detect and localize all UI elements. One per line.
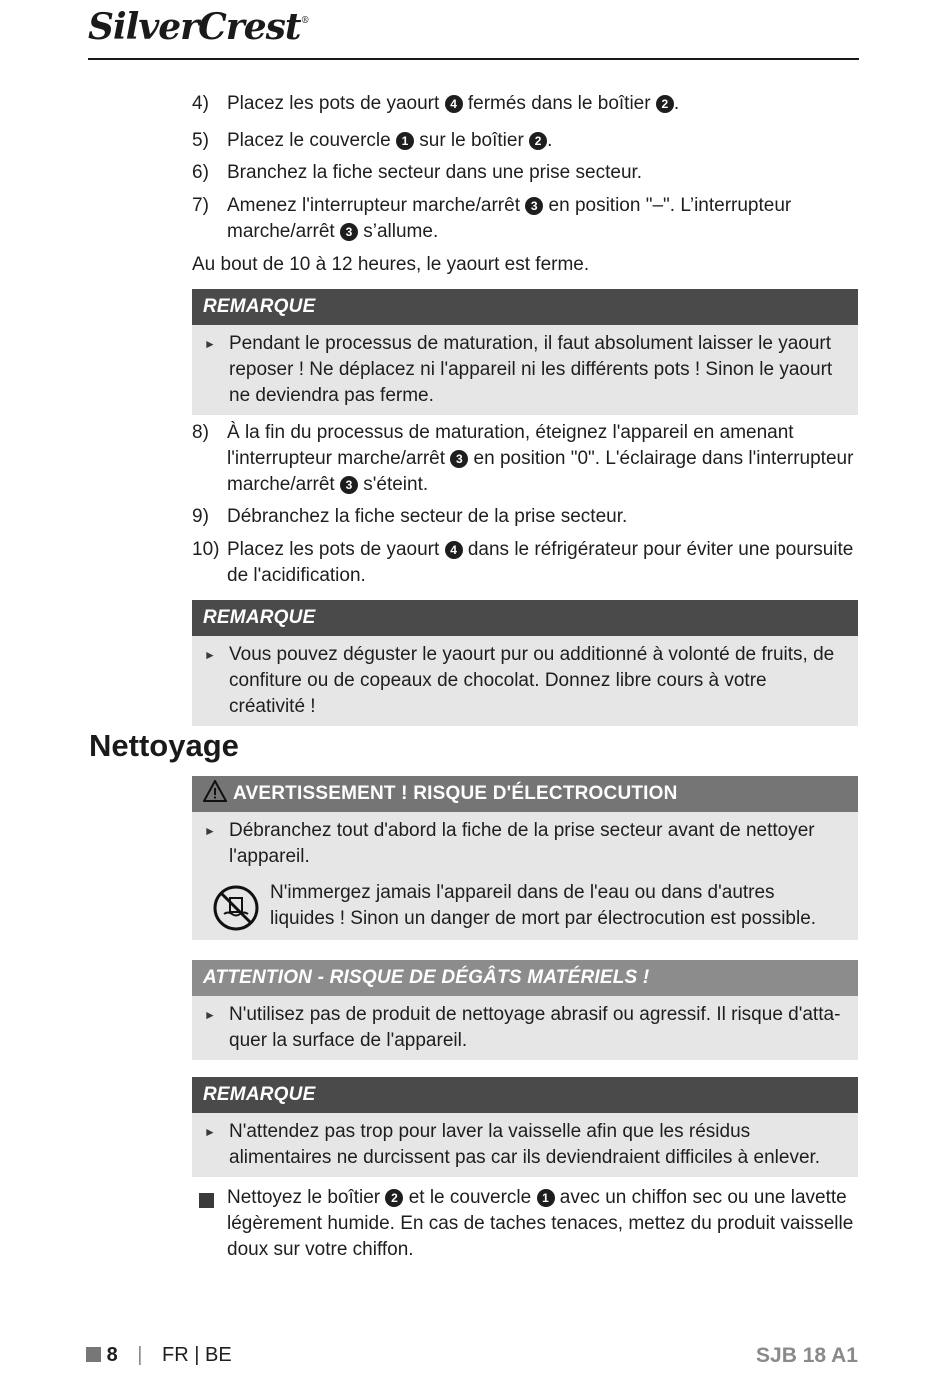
attention-title: ATTENTION - RISQUE DE DÉGÂTS MATÉRIELS ! <box>192 960 858 996</box>
part-number-badge: 2 <box>656 95 674 113</box>
arrow-bullet-icon: ► <box>204 648 216 662</box>
part-number-badge: 2 <box>529 132 547 150</box>
remarque-title: REMARQUE <box>192 289 858 325</box>
step-body <box>227 193 858 245</box>
remarque-text: Pendant le processus de maturation, il faut absolument laisser le yaourt reposer ! Ne déplacez ni l'appareil ni les différents pots ! Sinon le yaourt ne deviendra pas ferme. <box>229 333 833 406</box>
footer-divider: | <box>137 1344 143 1366</box>
step-body <box>227 128 858 154</box>
model-number: SJB 18 A1 <box>756 1344 858 1367</box>
no-immersion-icon <box>212 884 260 932</box>
part-number-badge: 1 <box>537 1189 555 1207</box>
step-text: avec un chiffon sec ou une lavette légèrement humide. En cas de taches tenaces, mettez du produit vaisselle doux sur votre chiffon. <box>227 1187 854 1260</box>
footer-page <box>86 1344 232 1367</box>
square-bullet-icon <box>199 1193 214 1208</box>
part-number-badge: 3 <box>340 476 358 494</box>
step-item <box>192 504 858 530</box>
step-text: Branchez la fiche secteur dans une prise secteur. <box>227 162 643 183</box>
step-text: Amenez l'interrupteur marche/arrêt <box>227 195 526 216</box>
step-number: 10) <box>192 539 220 560</box>
remarque-item <box>192 636 858 726</box>
remarque-item <box>192 325 858 415</box>
step-item <box>192 193 858 245</box>
step-body <box>227 504 858 530</box>
step-number: 8) <box>192 422 209 443</box>
remarque-title: REMARQUE <box>192 1077 858 1113</box>
arrow-bullet-icon: ► <box>204 1008 216 1022</box>
remarque-text: N'attendez pas trop pour laver la vaisselle afin que les résidus alimentaires ne durcissent pas car ils deviendraient difficiles à enlever. <box>229 1121 821 1168</box>
brand-logo: SilverCrest® <box>88 6 309 48</box>
step-text: . <box>673 93 680 114</box>
step-text: en position "–". L’interrupteur marche/arrêt <box>227 195 792 242</box>
step-text: fermés dans le boîtier <box>462 93 656 114</box>
warning-box <box>192 776 858 940</box>
step-text: s’allume. <box>357 221 439 242</box>
part-number-badge: 2 <box>385 1189 403 1207</box>
info-line: Au bout de 10 à 12 heures, le yaourt est ferme. <box>192 254 590 275</box>
warning-item <box>192 812 858 876</box>
remarque-box-2 <box>192 600 858 726</box>
part-number-badge: 3 <box>525 197 543 215</box>
part-number-badge: 3 <box>340 223 358 241</box>
step-item <box>192 91 858 117</box>
part-number-badge: 3 <box>450 450 468 468</box>
step-number: 6) <box>192 162 209 183</box>
attention-box <box>192 960 858 1060</box>
arrow-bullet-icon: ► <box>204 824 216 838</box>
step-text: À la fin du processus de maturation, éteignez l'appareil en amenant l'interrupteur marche/arrêt <box>227 422 794 469</box>
step-text: Nettoyez le boîtier <box>227 1187 386 1208</box>
header-rule <box>88 58 859 60</box>
step-body <box>227 420 858 498</box>
square-bullet-icon <box>86 1347 101 1362</box>
step-body <box>227 160 858 186</box>
step-text: s'éteint. <box>357 474 429 495</box>
remarque-item <box>192 1113 858 1177</box>
part-number-badge: 4 <box>445 95 463 113</box>
step-number: 5) <box>192 130 209 151</box>
step-item <box>192 537 858 589</box>
footer-language: FR | BE <box>162 1344 232 1366</box>
remarque-box-1 <box>192 289 858 415</box>
cleaning-step <box>192 1185 858 1263</box>
step-number: 7) <box>192 195 209 216</box>
step-text: en position "0". L'éclairage dans l'interrupteur marche/arrêt <box>227 448 854 495</box>
step-text: Débranchez la fiche secteur de la prise secteur. <box>227 506 628 527</box>
remarque-box-3 <box>192 1077 858 1177</box>
cleaning-step-text <box>227 1185 858 1263</box>
no-immersion-note <box>192 876 858 932</box>
no-immersion-text: N'immergez jamais l'appareil dans de l'eau ou dans d'autres liquides ! Sinon un danger de mort par électrocution est possible. <box>270 882 817 929</box>
step-body <box>227 91 858 117</box>
page-number: 8 <box>106 1344 118 1366</box>
warning-title-text: AVERTISSEMENT ! RISQUE D'ÉLECTROCUTION <box>233 783 678 804</box>
section-title: Nettoyage <box>89 728 239 763</box>
warning-text: Débranchez tout d'abord la fiche de la prise secteur avant de nettoyer l'appareil. <box>229 820 815 867</box>
step-item <box>192 420 858 498</box>
step-text: dans le réfrigérateur pour éviter une poursuite de l'acidification. <box>227 539 854 586</box>
warning-title <box>192 776 858 812</box>
part-number-badge: 4 <box>445 541 463 559</box>
part-number-badge: 1 <box>396 132 414 150</box>
step-body <box>227 537 858 589</box>
remarque-text: Vous pouvez déguster le yaourt pur ou additionné à volonté de fruits, de confiture ou de copeaux de chocolat. Donnez libre cours à votre créativité ! <box>229 644 835 717</box>
step-text: . <box>547 130 553 151</box>
remarque-title: REMARQUE <box>192 600 858 636</box>
step-item <box>192 160 858 186</box>
step-item <box>192 128 858 154</box>
arrow-bullet-icon: ► <box>204 1125 216 1139</box>
step-text: Placez le couvercle <box>227 130 396 151</box>
step-number: 9) <box>192 506 209 527</box>
attention-item <box>192 996 858 1060</box>
attention-text: N'utilisez pas de produit de nettoyage abrasif ou agressif. Il risque d'attaquer la surface de l'appareil. <box>229 1004 841 1051</box>
arrow-bullet-icon: ► <box>204 337 216 351</box>
step-text: sur le boîtier <box>413 130 530 151</box>
step-text: Placez les pots de yaourt <box>227 539 445 560</box>
step-text: Placez les pots de yaourt <box>227 93 445 114</box>
step-number: 4) <box>192 93 209 114</box>
step-text: et le couvercle <box>403 1187 537 1208</box>
warning-triangle-icon <box>203 780 227 802</box>
